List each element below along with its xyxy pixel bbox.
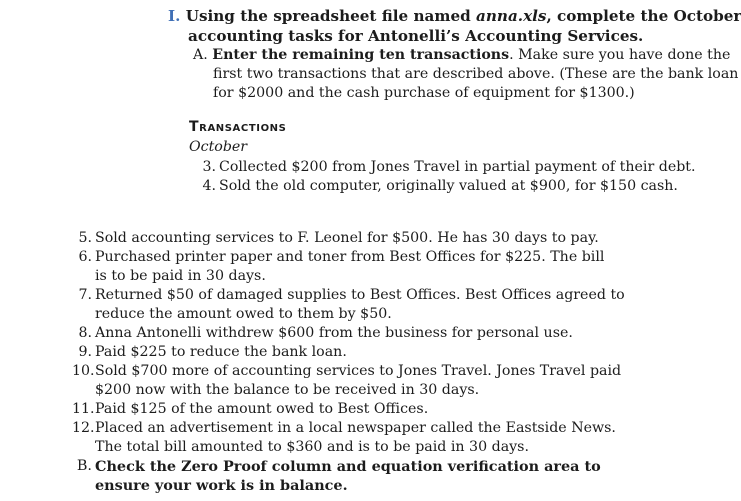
- transaction-number: 7.: [78, 287, 92, 303]
- question-line1-end: , complete the October: [546, 7, 741, 25]
- question-number: I.: [168, 7, 181, 25]
- transaction-number: 3.: [202, 159, 216, 175]
- transaction-item: [72, 362, 625, 381]
- transaction-text: Placed an advertisement in a local newspaper called the Eastside News.: [95, 420, 616, 436]
- transaction-item: [72, 286, 625, 305]
- transaction-number: 4.: [202, 178, 216, 194]
- month-label: October: [189, 139, 248, 155]
- part-a-line3: for $2000 and the cash purchase of equipment for $1300.): [213, 85, 635, 101]
- transaction-text: Paid $225 to reduce the bank loan.: [95, 344, 347, 360]
- part-b-line1: Check the Zero Proof column and equation verification area to: [95, 458, 601, 475]
- transaction-text: Sold the old computer, originally valued at $900, for $150 cash.: [219, 178, 678, 194]
- transaction-number: 8.: [78, 325, 92, 341]
- transaction-text: Collected $200 from Jones Travel in partial payment of their debt.: [219, 159, 696, 175]
- transaction-item: [72, 324, 625, 343]
- transaction-number: 6.: [78, 249, 92, 265]
- part-a-letter: A.: [193, 47, 208, 63]
- part-b-letter: B.: [76, 458, 92, 474]
- transaction-text-cont: is to be paid in 30 days.: [95, 268, 266, 284]
- question-1: [168, 6, 741, 46]
- transaction-item: [196, 158, 696, 177]
- transaction-text: Sold $700 more of accounting services to Jones Travel. Jones Travel paid: [95, 363, 622, 379]
- transaction-number: 5.: [78, 230, 92, 246]
- question-line2: accounting tasks for Antonelli’s Accounting Services.: [188, 27, 644, 45]
- part-b-line2: ensure your work is in balance.: [95, 477, 348, 494]
- part-a: [193, 46, 738, 103]
- transaction-number: 9.: [78, 344, 92, 360]
- transaction-number: 12.: [72, 420, 95, 436]
- part-a-lead: Enter the remaining ten transactions: [212, 47, 510, 63]
- transaction-number: 11.: [72, 401, 95, 417]
- part-b: [72, 457, 601, 495]
- transaction-text-cont: reduce the amount owed to them by $50.: [95, 306, 392, 322]
- transaction-text-cont: The total bill amounted to $360 and is to be paid in 30 days.: [95, 439, 529, 455]
- transactions-list-top: [196, 158, 696, 196]
- transaction-text: Purchased printer paper and toner from Best Offices for $225. The bill: [95, 249, 605, 265]
- transaction-item: [72, 419, 625, 438]
- part-a-line2: first two transactions that are described above. (These are the bank loan: [213, 66, 739, 82]
- transaction-item: [72, 343, 625, 362]
- transaction-text: Sold accounting services to F. Leonel for $500. He has 30 days to pay.: [95, 230, 599, 246]
- part-a-line1-rest: . Make sure you have done the: [509, 47, 731, 63]
- transaction-text: Anna Antonelli withdrew $600 from the business for personal use.: [95, 325, 573, 341]
- file-name: anna.xls: [476, 7, 547, 25]
- question-line1: Using the spreadsheet file named: [185, 7, 477, 25]
- transactions-heading: Transactions: [189, 119, 287, 135]
- transaction-item: [72, 229, 625, 248]
- transaction-item: [196, 177, 696, 196]
- transaction-number: 10.: [72, 363, 95, 379]
- transaction-text-cont: $200 now with the balance to be received in 30 days.: [95, 382, 480, 398]
- transaction-text: Returned $50 of damaged supplies to Best Offices. Best Offices agreed to: [95, 287, 625, 303]
- transactions-list: [72, 229, 625, 457]
- transaction-item: [72, 400, 625, 419]
- transaction-item: [72, 248, 625, 267]
- transaction-text: Paid $125 of the amount owed to Best Offices.: [95, 401, 429, 417]
